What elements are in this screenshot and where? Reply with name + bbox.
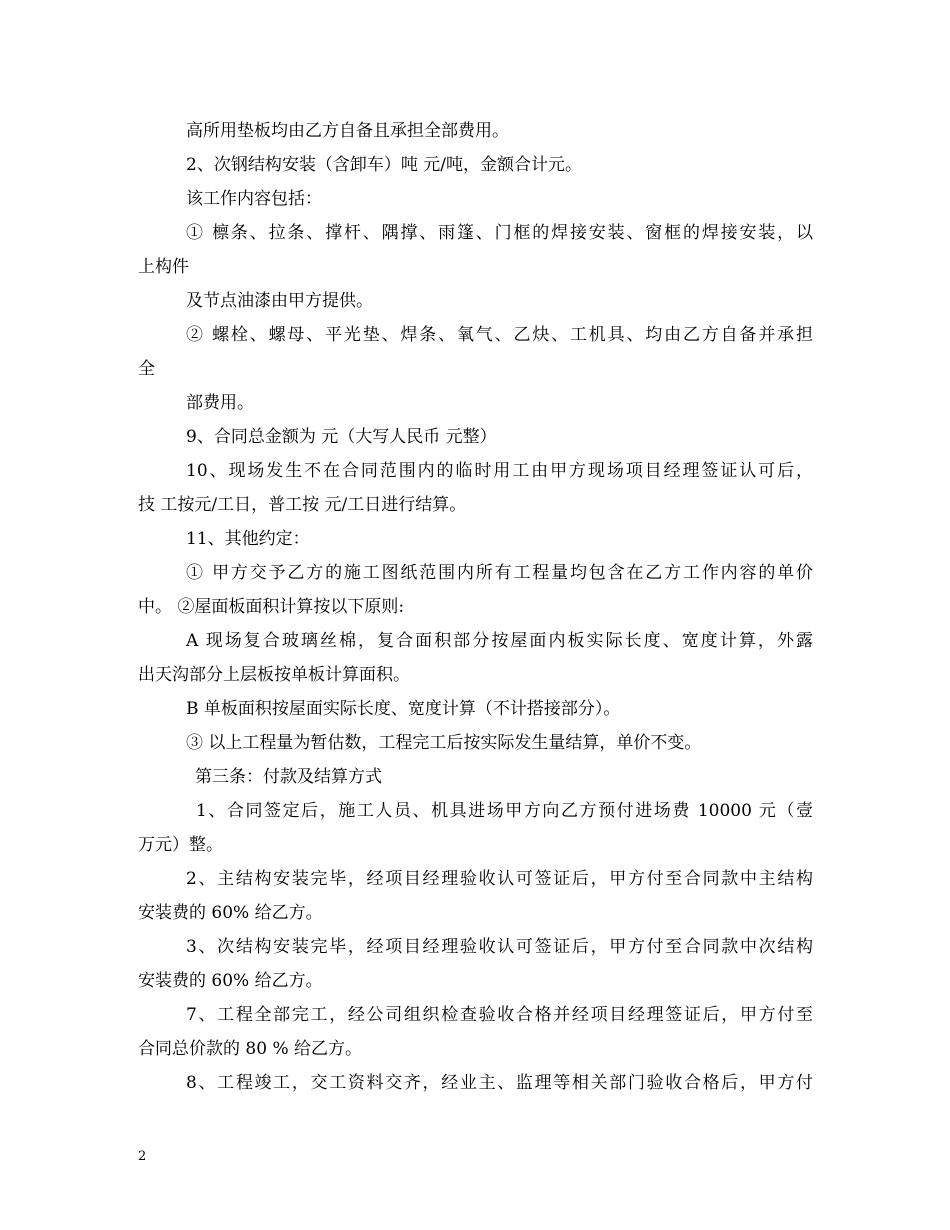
paragraph-line: 8、工程竣工，交工资料交齐，经业主、监理等相关部门验收合格后，甲方付 (186, 1073, 813, 1093)
paragraph-line: 3、次结构安装完毕，经项目经理验收认可签证后，甲方付至合同款中次结构 (186, 937, 813, 957)
paragraph-line: 1、合同签定后，施工人员、机具进场甲方向乙方预付进场费 10000 元（壹 (196, 801, 813, 821)
paragraph-line: 出天沟部分上层板按单板计算面积。 (138, 665, 410, 685)
paragraph-line: B 单板面积按屋面实际长度、宽度计算（不计搭接部分）。 (186, 699, 621, 719)
paragraph-line: 安装费的 60% 给乙方。 (138, 971, 323, 991)
paragraph-line: ① 甲方交予乙方的施工图纸范围内所有工程量均包含在乙方工作内容的单价 (186, 563, 813, 583)
paragraph-line: 中。 ②屋面板面积计算按以下原则: (138, 597, 405, 617)
paragraph-line: 11、其他约定： (186, 529, 310, 549)
paragraph-line: 上构件 (138, 257, 189, 277)
paragraph-line: 10、现场发生不在合同范围内的临时用工由甲方现场项目经理签证认可后， (186, 461, 813, 481)
paragraph-line: A 现场复合玻璃丝棉，复合面积部分按屋面内板实际长度、宽度计算，外露 (186, 631, 813, 651)
paragraph-line: 部费用。 (186, 393, 254, 413)
paragraph-line: 合同总价款的 80 % 给乙方。 (138, 1039, 362, 1059)
paragraph-line: 及节点油漆由甲方提供。 (186, 291, 373, 311)
paragraph-line: 万元）整。 (138, 835, 223, 855)
paragraph-line: 全 (138, 359, 155, 379)
paragraph-line: ② 螺栓、螺母、平光垫、焊条、氧气、乙炔、工机具、均由乙方自备并承担 (186, 325, 813, 345)
page-number: 2 (138, 1149, 147, 1164)
paragraph-line: ① 檩条、拉条、撑杆、隅撑、雨篷、门框的焊接安装、窗框的焊接安装，以 (186, 223, 813, 243)
paragraph-line: 该工作内容包括： (186, 189, 322, 209)
paragraph-line: 9、合同总金额为 元（大写人民币 元整） (186, 427, 497, 447)
section-heading: 第三条：付款及结算方式 (195, 767, 382, 787)
paragraph-line: ③ 以上工程量为暂估数，工程完工后按实际发生量结算，单价不变。 (186, 733, 702, 753)
paragraph-line: 安装费的 60% 给乙方。 (138, 903, 323, 923)
paragraph-line: 2、主结构安装完毕，经项目经理验收认可签证后，甲方付至合同款中主结构 (186, 869, 813, 889)
paragraph-line: 7、工程全部完工，经公司组织检查验收合格并经项目经理签证后，甲方付至 (186, 1005, 813, 1025)
paragraph-line: 技 工按元/工日，普工按 元/工日进行结算。 (138, 495, 467, 515)
paragraph-line: 2、次钢结构安装（含卸车）吨 元/吨，金额合计元。 (186, 155, 582, 175)
paragraph-line: 高所用垫板均由乙方自备且承担全部费用。 (186, 121, 509, 141)
